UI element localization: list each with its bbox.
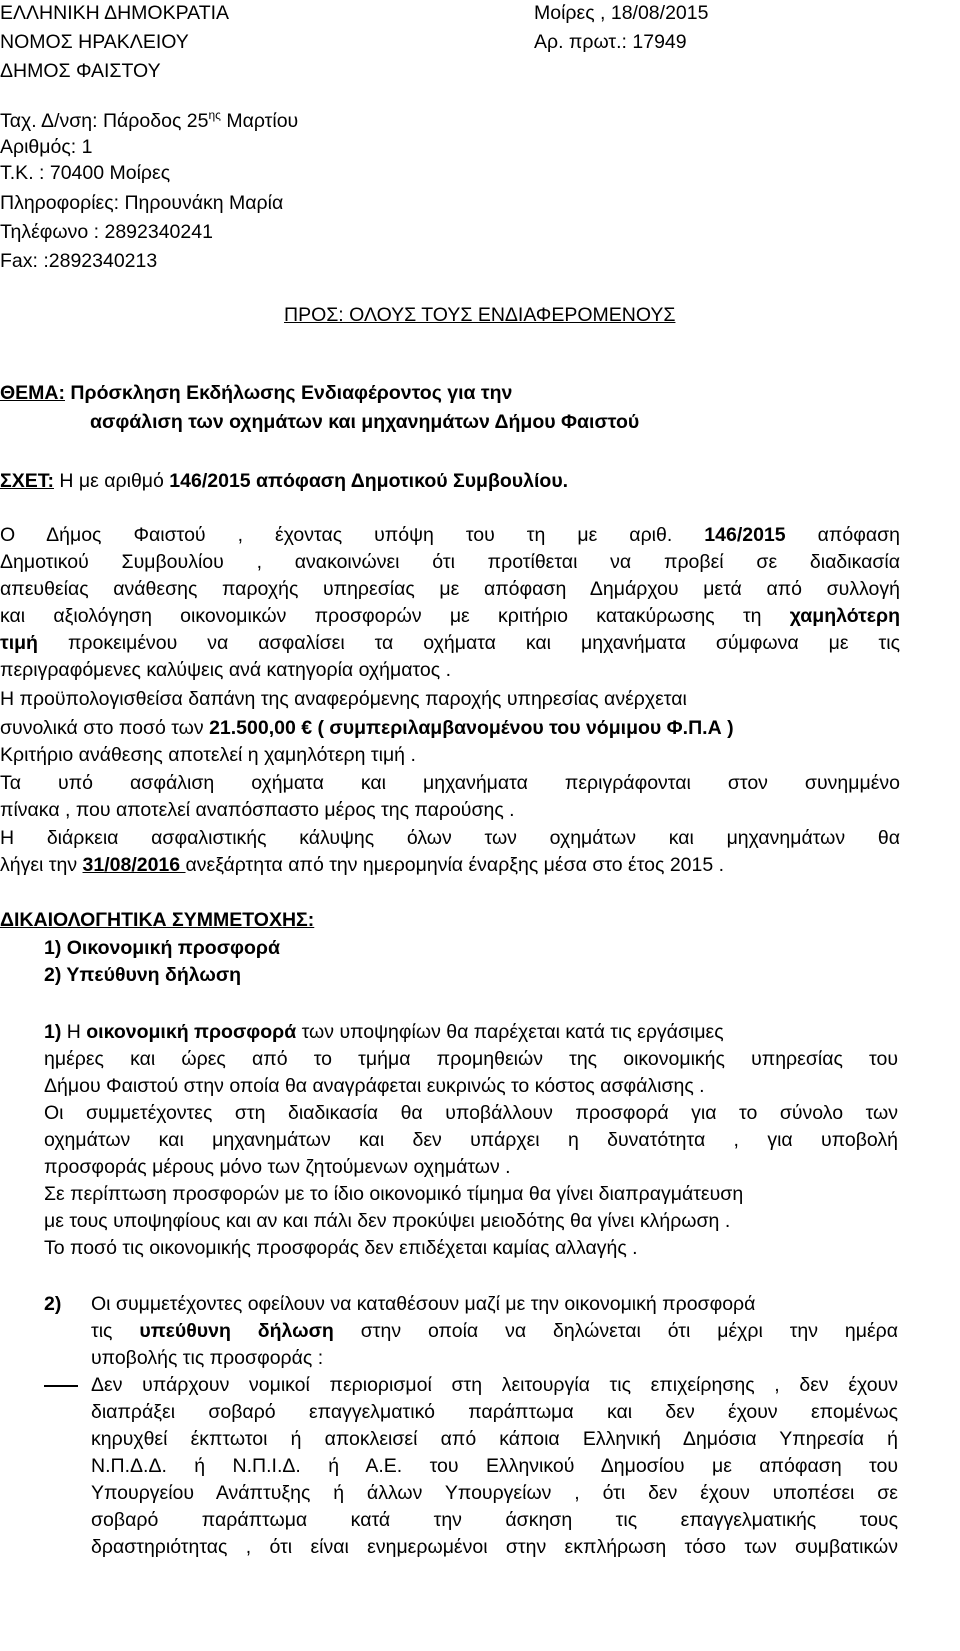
section2-line-3: υποβολής τις προσφοράς : [91,1347,324,1369]
declaration-line-6: σοβαρό παράπτωμα κατά την άσκηση τις επαγγελματικής τους [91,1509,898,1531]
section1-line-4: Οι συμμετέχοντες στη διαδικασία θα υποβάλλουν προσφορά για το σύνολο των [44,1102,898,1124]
budget-line-1: Η προϋπολογισθείσα δαπάνη της αναφερόμενης παροχής υπηρεσίας ανέρχεται [0,688,687,710]
documents-title: ΔΙΚΑΙΟΛΟΓΗΤΙΚΑ ΣΥΜΜΕΤΟΧΗΣ: [0,909,315,931]
declaration-line-7: δραστηριότητας , ότι είναι ενημερωμένοι στην εκπλήρωση τόσο των συμβατικών [91,1536,898,1558]
intro-line-3: απευθείας ανάθεσης παροχής υπηρεσίας με απόφαση Δημάρχου μετά από συλλογή [0,578,900,600]
prefecture-name: ΝΟΜΟΣ ΗΡΑΚΛΕΙΟΥ [0,31,189,53]
declaration-line-3: κηρυχθεί έκπτωτοι ή αποκλεισεί από κάποια Ελληνική Δημόσια Υπηρεσία ή [91,1428,898,1450]
protocol-number: Αρ. πρωτ.: 17949 [534,31,687,53]
fax-number: Fax: :2892340213 [0,250,158,272]
vehicles-line-1: Τα υπό ασφάλιση οχήματα και μηχανήματα περιγράφονται στον συνημμένο [0,772,900,794]
section2-line-1: Οι συμμετέχοντες οφείλουν να καταθέσουν μαζί με την οικονομική προσφορά [91,1293,756,1315]
postal-address: Ταχ. Δ/νση: Πάροδος $25^{\eta\varsigma}$ Μαρτίου [0,108,299,132]
section2-line-2: τις υπεύθυνη δήλωση στην οποία να δηλώνεται ότι μέχρι την ημέρα [91,1320,899,1342]
contact-person: Πληροφορίες: Πηρουνάκη Μαρία [0,192,284,214]
phone-number: Τηλέφωνο : 2892340241 [0,221,213,243]
vehicles-line-2: πίνακα , που αποτελεί αναπόσπαστο μέρος της παρούσης . [0,799,515,821]
award-criterion: Κριτήριο ανάθεσης αποτελεί η χαμηλότερη τιμή . [0,744,416,766]
intro-line-4: και αξιολόγηση οικονομικών προσφορών με κριτήριο κατακύρωσης τη χαμηλότερη [0,605,901,627]
section1-line-8: με τους υποψηφίους και αν και πάλι δεν προκύψει μειοδότης θα γίνει κλήρωση . [44,1210,731,1232]
declaration-line-1: Δεν υπάρχουν νομικοί περιορισμοί στη λειτουργία τις επιχείρησης , δεν έχουν [91,1374,898,1396]
section1-line-1: 1) Η οικονομική προσφορά των υποψηφίων θα παρέχεται κατά τις εργάσιμες [44,1021,724,1043]
intro-line-6: περιγραφόμενες καλύψεις ανά κατηγορία οχήματος . [0,659,452,681]
section1-line-3: Δήμου Φαιστού στην οποία θα αναγράφεται ευκρινώς το κόστος ασφάλισης . [44,1075,705,1097]
subject-line-2: ασφάλιση των οχημάτων και μηχανημάτων Δήμου Φαιστού [90,411,640,433]
address-number: Αριθμός: 1 [0,136,93,158]
duration-line-2: λήγει την 31/08/2016 ανεξάρτητα από την ημερομηνία έναρξης μέσα στο έτος 2015 . [0,854,725,876]
place-date: Μοίρες , 18/08/2015 [534,2,709,24]
declaration-line-4: Ν.Π.Δ.Δ. ή Ν.Π.Ι.Δ. ή Α.Ε. του Ελληνικού Δημοσίου με απόφαση του [91,1455,898,1477]
duration-line-1: Η διάρκεια ασφαλιστικής κάλυψης όλων των οχημάτων και μηχανημάτων θα [0,827,900,849]
section2-number: 2) [44,1293,62,1315]
reference-line: ΣΧΕΤ: Η με αριθμό 146/2015 απόφαση Δημοτικού Συμβουλίου. [0,470,569,492]
documents-item-1: 1) Οικονομική προσφορά [44,937,280,959]
state-name: ΕΛΛΗΝΙΚΗ ΔΗΜΟΚΡΑΤΙΑ [0,2,230,24]
declaration-line-5: Υπουργείου Ανάπτυξης ή άλλων Υπουργείων , ότι δεν έχουν υποπέσει σε [91,1482,898,1504]
dash-bullet [44,1385,78,1387]
intro-line-5: τιμή προκειμένου να ασφαλίσει τα οχήματα και μηχανήματα σύμφωνα με τις [0,632,900,654]
documents-item-2: 2) Υπεύθυνη δήλωση [44,964,242,986]
budget-line-2: συνολικά στο ποσό των 21.500,00 € ( συμπεριλαμβανομένου του νόμιμου Φ.Π.Α ) [0,717,734,739]
declaration-line-2: διαπράξει σοβαρό επαγγελματικό παράπτωμα και δεν έχουν επομένως [91,1401,898,1423]
intro-line-2: Δημοτικού Συμβουλίου , ανακοινώνει ότι προτίθεται να προβεί σε διαδικασία [0,551,900,573]
subject-line: ΘΕΜΑ: Πρόσκληση Εκδήλωσης Ενδιαφέροντος για την [0,382,513,404]
section1-line-5: οχημάτων και μηχανημάτων και δεν υπάρχει η δυνατότητα , για υποβολή [44,1129,898,1151]
intro-line-1: Ο Δήμος Φαιστού , έχοντας υπόψη του τη με αριθ. 146/2015 απόφαση [0,524,901,546]
municipality-name: ΔΗΜΟΣ ΦΑΙΣΤΟΥ [0,60,161,82]
section1-line-2: ημέρες και ώρες από το τμήμα προμηθειών της οικονομικής υπηρεσίας του [44,1048,898,1070]
section1-line-6: προσφοράς μέρους μόνο των ζητούμενων οχημάτων . [44,1156,511,1178]
section1-line-7: Σε περίπτωση προσφορών με το ίδιο οικονομικό τίμημα θα γίνει διαπραγμάτευση [44,1183,744,1205]
section1-line-9: Το ποσό τις οικονομικής προσφοράς δεν επιδέχεται καμίας αλλαγής . [44,1237,638,1259]
postal-code: Τ.Κ. : 70400 Μοίρες [0,162,171,184]
recipient-line: ΠΡΟΣ: ΟΛΟΥΣ ΤΟΥΣ ΕΝΔΙΑΦΕΡΟΜΕΝΟΥΣ [284,304,676,326]
